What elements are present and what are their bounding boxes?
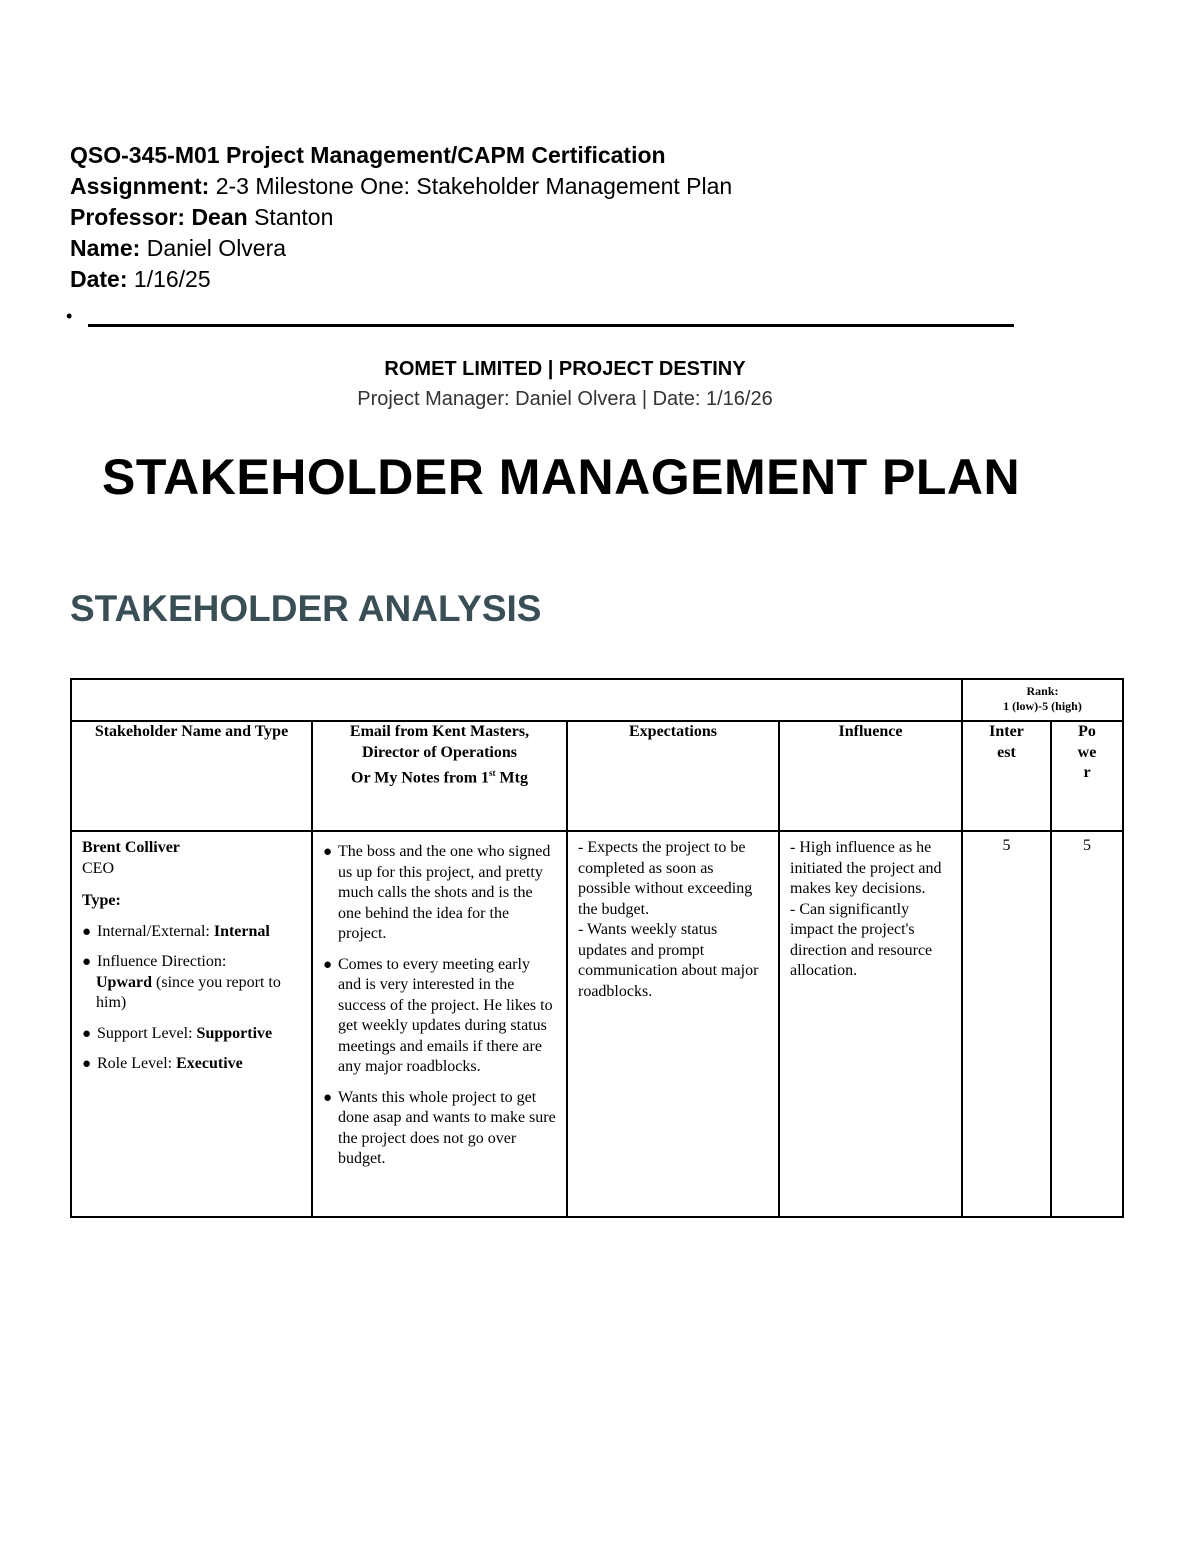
header-row	[71, 721, 1123, 831]
interest-score: 5	[962, 831, 1051, 1217]
list-item: ● Wants this whole project to get done asap and wants to make sure the project does not go over budget.	[323, 1088, 556, 1167]
list-item: ● Role Level: Executive	[82, 1055, 243, 1072]
list-item: ● The boss and the one who signed us up for this project, and pretty much calls the shots and is the one behind the idea for the project.	[323, 843, 551, 942]
bullet-dot: •	[66, 306, 73, 326]
stakeholder-role: CEO	[82, 859, 114, 877]
assignment-line: Assignment: 2-3 Milestone One: Stakeholder Management Plan	[70, 173, 733, 199]
horizontal-rule	[88, 324, 1014, 327]
stakeholder-table	[70, 678, 1124, 1218]
name-line: Name: Daniel Olvera	[70, 235, 287, 261]
col-stakeholder: Stakeholder Name and Type	[71, 721, 312, 831]
professor-line: Professor: Dean Stanton	[70, 204, 334, 230]
project-manager-line: Project Manager: Daniel Olvera | Date: 1/16/26	[357, 388, 773, 410]
col-expectations: Expectations	[567, 721, 779, 831]
date-line: Date: 1/16/25	[70, 266, 211, 292]
stakeholder-cell: Brent Colliver CEO Type: ● Internal/External: Internal ● Influence Direction: Upward (since you report to him) ● Support Level: Supportive ● Role Level: Executive	[71, 831, 312, 1217]
rank-row	[71, 679, 1123, 721]
company-line: ROMET LIMITED | PROJECT DESTINY	[384, 358, 746, 380]
document-title: STAKEHOLDER MANAGEMENT PLAN	[102, 449, 1021, 505]
stakeholder-name: Brent Colliver	[82, 839, 180, 856]
list-item: ● Internal/External: Internal	[82, 922, 270, 940]
list-item: ● Comes to every meeting early and is very interested in the success of the project. He likes to get weekly updates during status meetings and emails if there are any major roadblocks.	[323, 955, 553, 1075]
col-power: Po we r	[1051, 721, 1123, 831]
course-title: QSO-345-M01 Project Management/CAPM Certification	[70, 142, 666, 168]
table-row	[71, 831, 1123, 1217]
notes-cell	[312, 831, 567, 1217]
list-item: ● Support Level: Supportive	[82, 1024, 273, 1042]
col-interest: Inter est	[962, 721, 1051, 831]
list-item: ● Influence Direction:	[82, 953, 227, 970]
col-influence: Influence	[779, 721, 962, 831]
power-score: 5	[1051, 831, 1123, 1217]
influence-cell: - High influence as he initiated the project and makes key decisions. - Can significantly impact the project's direction and resource allocation.	[779, 831, 962, 1217]
rank-legend: Rank: 1 (low)-5 (high)	[962, 679, 1123, 721]
section-heading: STAKEHOLDER ANALYSIS	[70, 588, 542, 629]
expectations-cell: - Expects the project to be completed as soon as possible without exceeding the budget. - Wants weekly status updates and prompt communication about major roadblocks.	[567, 831, 779, 1217]
col-email-notes: Email from Kent Masters, Director of Operations Or My Notes from 1st Mtg	[312, 721, 567, 831]
